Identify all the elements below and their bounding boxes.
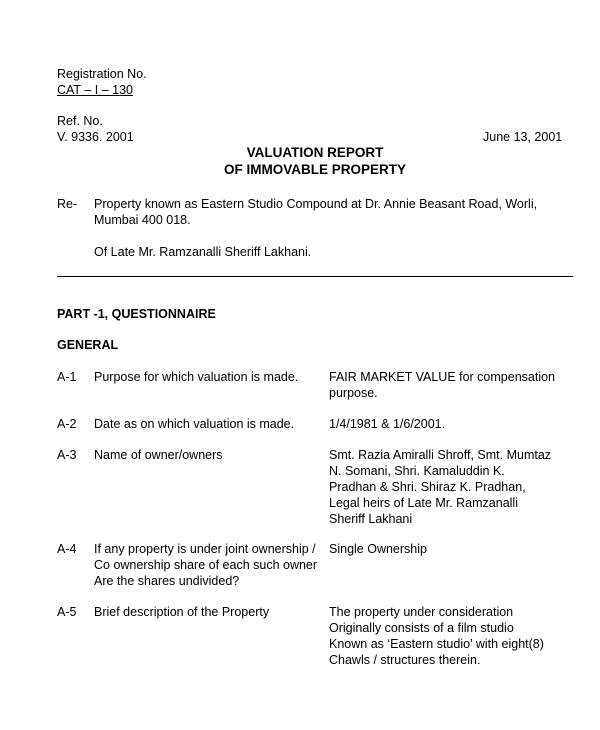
item-question-line: Date as on which valuation is made.	[94, 417, 295, 431]
item-answer-line: purpose.	[329, 386, 378, 400]
item-number: A-5	[57, 605, 77, 619]
item-question-line: Purpose for which valuation is made.	[94, 370, 299, 384]
item-question-line: If any property is under joint ownership /	[94, 542, 316, 556]
report-title-line2: OF IMMOVABLE PROPERTY	[223, 162, 406, 177]
item-number: A-4	[57, 542, 77, 556]
item-answer-line: 1/4/1981 & 1/6/2001.	[329, 417, 446, 431]
item-answer-line: The property under consideration	[329, 605, 514, 619]
item-answer-line: Chawls / structures therein.	[329, 653, 481, 667]
item-question-line: Name of owner/owners	[94, 448, 223, 462]
item-question-line: Are the shares undivided?	[94, 574, 240, 588]
item-answer-line: Pradhan & Shri. Shiraz K. Pradhan,	[329, 480, 526, 494]
re-label: Re-	[57, 197, 78, 211]
report-title-line1: VALUATION REPORT	[246, 145, 384, 160]
registration-number: CAT – I – 130	[57, 83, 133, 97]
part-heading: PART -1, QUESTIONNAIRE	[57, 307, 216, 321]
item-number: A-3	[57, 448, 77, 462]
item-answer-line: Known as ‘Eastern studio’ with eight(8)	[329, 637, 544, 651]
item-answer-line: Originally consists of a film studio	[329, 621, 514, 635]
item-answer-line: Smt. Razia Amiralli Shroff, Smt. Mumtaz	[329, 448, 552, 462]
report-date: June 13, 2001	[483, 130, 563, 144]
item-answer-line: N. Somani, Shri. Kamaluddin K.	[329, 464, 505, 478]
item-question-line: Co ownership share of each such owner	[94, 558, 318, 572]
re-line-2: Mumbai 400 018.	[94, 213, 191, 227]
re-line-3: Of Late Mr. Ramzanalli Sheriff Lakhani.	[94, 245, 312, 259]
item-question-line: Brief description of the Property	[94, 605, 270, 619]
item-answer-line: FAIR MARKET VALUE for compensation	[329, 370, 556, 384]
item-number: A-2	[57, 417, 77, 431]
horizontal-divider	[57, 276, 573, 277]
item-answer-line: Single Ownership	[329, 542, 427, 556]
general-heading: GENERAL	[57, 338, 119, 352]
registration-label: Registration No.	[57, 67, 147, 81]
item-number: A-1	[57, 370, 77, 384]
item-answer-line: Sheriff Lakhani	[329, 512, 413, 526]
ref-label: Ref. No.	[57, 114, 103, 128]
re-line-1: Property known as Eastern Studio Compound at Dr. Annie Beasant Road, Worli,	[94, 197, 538, 211]
ref-number: V. 9336. 2001	[57, 130, 134, 144]
item-answer-line: Legal heirs of Late Mr. Ramzanalli	[329, 496, 518, 510]
